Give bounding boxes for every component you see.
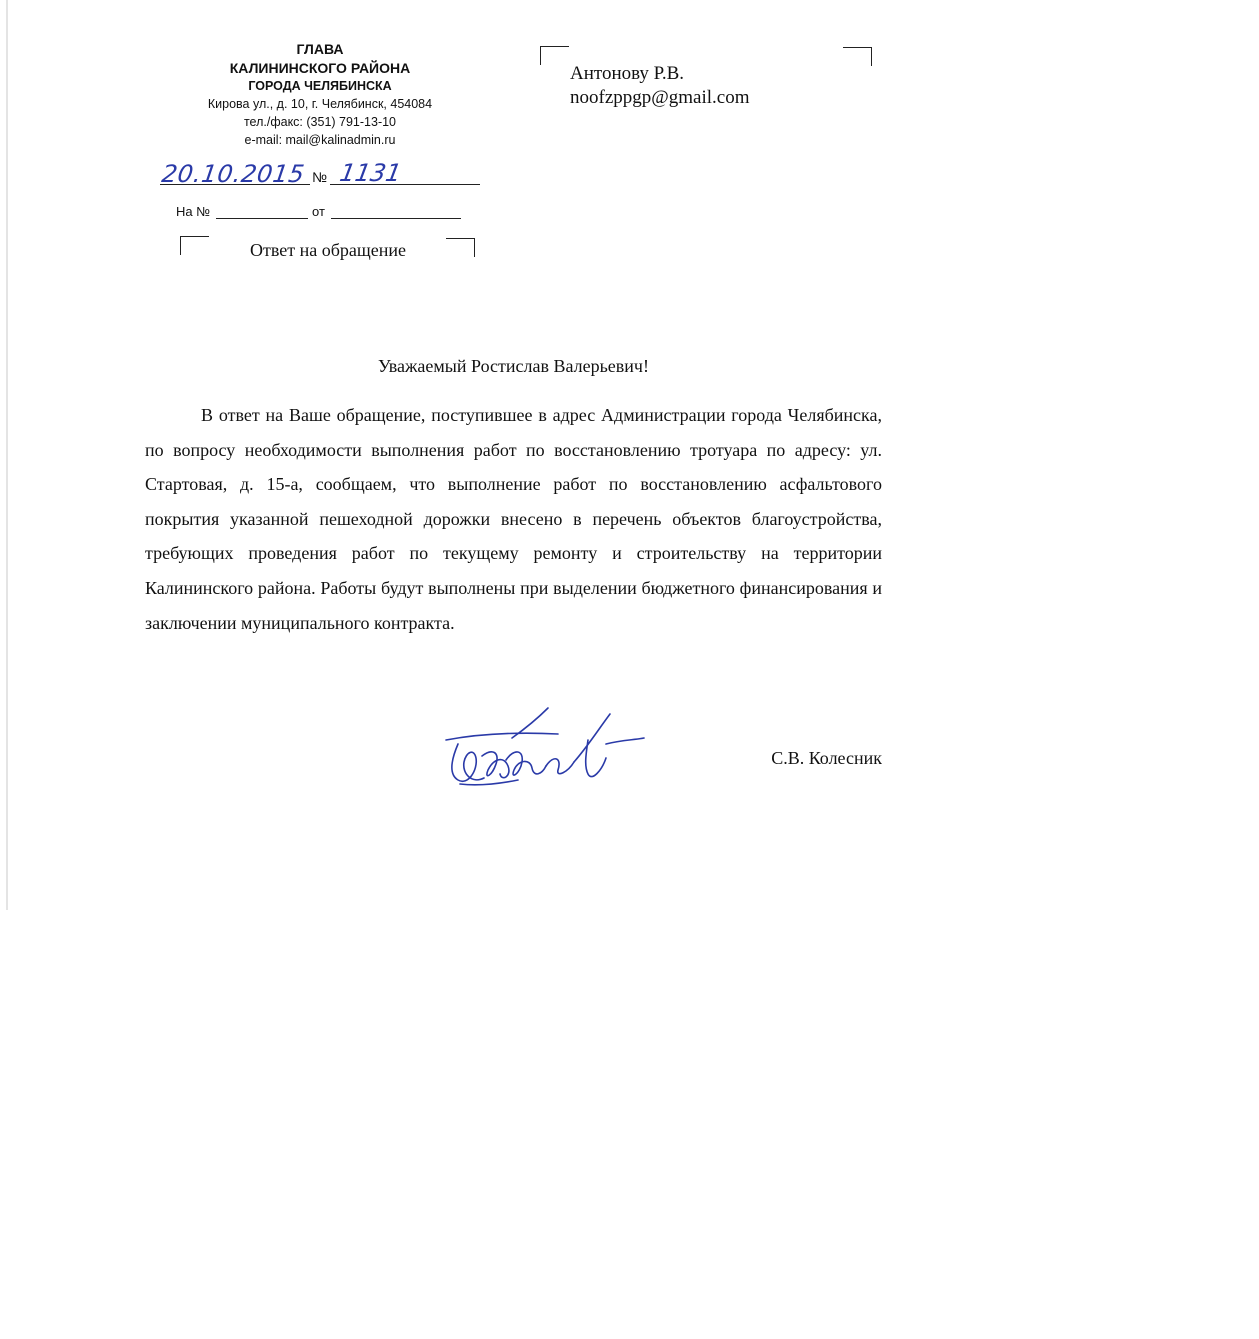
reference-number-underline <box>216 218 308 219</box>
addressee-name: Антонову Р.В. <box>570 63 685 84</box>
scan-edge <box>6 0 8 910</box>
addressee-block <box>570 62 750 110</box>
reference-label: На № <box>176 204 211 219</box>
registration-number: 1131 <box>337 159 404 187</box>
registration-date: 20.10.2015 <box>160 160 307 188</box>
letterhead-address: Кирова ул., д. 10, г. Челябинск, 454084 <box>207 97 433 111</box>
addressee-corner-left <box>540 46 569 65</box>
reference-from-label: от <box>312 204 325 219</box>
subject-line: Ответ на обращение <box>250 240 406 260</box>
salutation: Уважаемый Ростислав Валерьевич! <box>378 356 649 376</box>
letterhead-title: ГЛАВА <box>296 41 344 57</box>
handwritten-signature <box>438 700 658 795</box>
letterhead-city: ГОРОДА ЧЕЛЯБИНСКА <box>248 79 392 93</box>
letterhead-phone: тел./факс: (351) 791-13-10 <box>243 115 397 129</box>
signer-name: С.В. Колесник <box>771 748 882 768</box>
letter-body: В ответ на Ваше обращение, поступившее в адрес Администрации города Челябинска, по вопросу необходимости выполнения работ по восстановлению тротуара по адресу: ул. Стартовая, д. 15-а, сообщаем, что выполнение работ по восстановлению асфальтового покрытия указанной пешеходной дорожки внесено в перечень объектов благоустройства, требующих проведения работ по текущему ремонту и строительству на территории Калининского района. Работы будут выполнены при выделении бюджетного финансирования и заключении муниципального контракта. <box>145 405 882 633</box>
number-label: № <box>312 169 328 185</box>
reference-date-underline <box>331 218 461 219</box>
letterhead <box>180 40 460 149</box>
reference-row <box>176 202 476 222</box>
subject-corner-left <box>180 236 209 255</box>
letterhead-email: e-mail: mail@kalinadmin.ru <box>244 133 396 147</box>
addressee-email: noofzppgp@gmail.com <box>570 87 750 108</box>
subject-corner-right <box>446 238 475 257</box>
addressee-corner-right <box>843 47 872 66</box>
registration-row <box>160 160 480 190</box>
letterhead-district: КАЛИНИНСКОГО РАЙОНА <box>229 60 411 76</box>
